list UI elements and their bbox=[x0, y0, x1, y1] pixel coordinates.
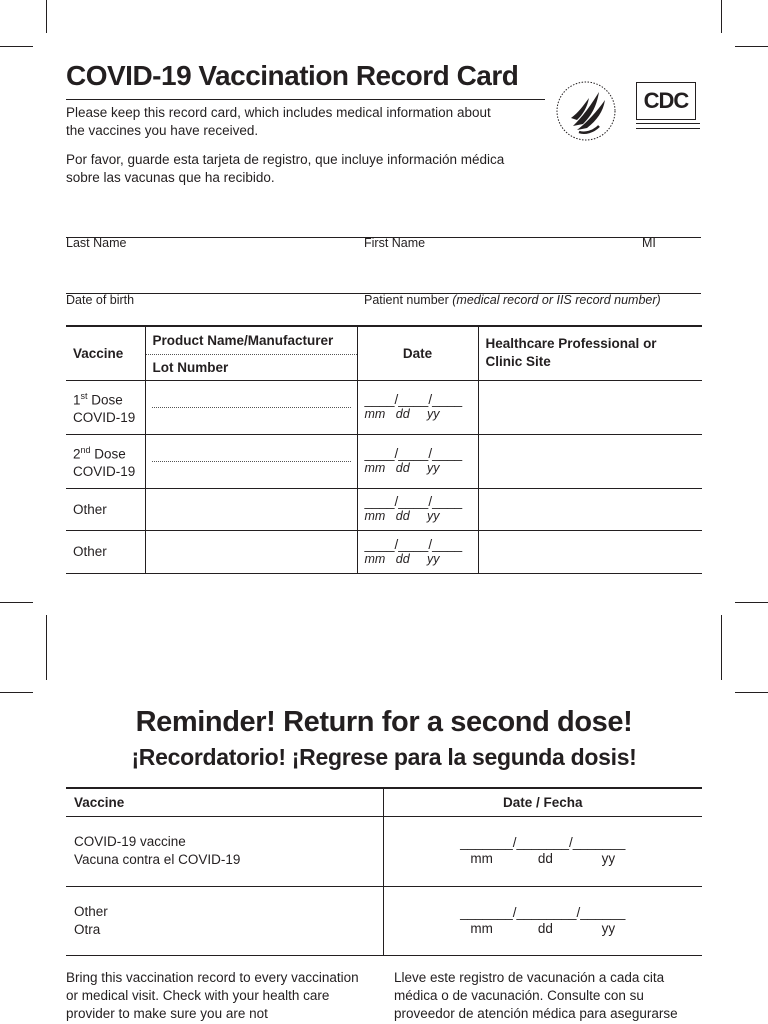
reminder-header-vaccine: Vaccine bbox=[74, 794, 125, 810]
intro-english: Please keep this record card, which includes medical information about the vaccines you have received. bbox=[66, 105, 491, 138]
table-row bbox=[66, 530, 702, 573]
footer-english: Bring this vaccination record to every vaccination or medical visit. Check with your health care provider to make sure you are not bbox=[66, 970, 359, 1021]
crop-mark bbox=[735, 46, 768, 47]
intro-spanish: Por favor, guarde esta tarjeta de registro, que incluye información médica sobre las vacunas que ha recibido. bbox=[66, 152, 505, 185]
table-row bbox=[66, 380, 702, 434]
date-field[interactable]: ____/____/____ mm dd yy bbox=[357, 380, 478, 434]
site-field[interactable] bbox=[478, 530, 702, 573]
first-name-label: First Name bbox=[364, 236, 426, 250]
header-vaccine: Vaccine bbox=[66, 326, 145, 380]
card-title: COVID-19 Vaccination Record Card bbox=[66, 60, 519, 91]
reminder-vaccine-cell: COVID-19 vaccine Vacuna contra el COVID-19 bbox=[74, 834, 241, 867]
reminder-subtitle: ¡Recordatorio! ¡Regrese para la segunda dosis! bbox=[131, 744, 637, 770]
crop-mark bbox=[721, 615, 722, 680]
last-name-label: Last Name bbox=[66, 236, 127, 250]
table-row bbox=[66, 886, 702, 955]
dose-label: Other bbox=[73, 501, 107, 517]
table-row bbox=[66, 434, 702, 488]
header-date: Date bbox=[357, 326, 478, 380]
crop-mark bbox=[46, 0, 47, 33]
site-field[interactable] bbox=[478, 380, 702, 434]
crop-mark bbox=[721, 0, 722, 33]
crop-mark bbox=[46, 615, 47, 680]
crop-mark bbox=[0, 692, 33, 693]
dose-table bbox=[66, 325, 702, 574]
dose-label: 2nd Dose COVID-19 bbox=[73, 444, 136, 480]
mi-label: MI bbox=[642, 236, 656, 250]
product-lot-cell[interactable] bbox=[145, 434, 357, 488]
product-lot-cell[interactable] bbox=[145, 530, 357, 573]
table-row bbox=[66, 488, 702, 530]
title-rule bbox=[66, 99, 545, 100]
crop-mark bbox=[735, 692, 768, 693]
site-field[interactable] bbox=[478, 488, 702, 530]
dose-label: 1st Dose COVID-19 bbox=[73, 390, 136, 426]
header-site: Healthcare Professional or Clinic Site bbox=[478, 326, 702, 380]
dob-label: Date of birth bbox=[66, 293, 135, 307]
reminder-date-field[interactable]: _______/________/______ mm dd yy bbox=[383, 886, 702, 955]
patient-number-label: Patient number (medical record or IIS record number) bbox=[364, 293, 661, 307]
crop-mark bbox=[735, 602, 768, 603]
header-lot: Lot Number bbox=[145, 354, 357, 380]
reminder-table bbox=[66, 787, 702, 956]
table-row bbox=[66, 816, 702, 886]
product-lot-cell[interactable] bbox=[145, 380, 357, 434]
reminder-date-field[interactable]: _______/_______/_______ mm dd yy bbox=[383, 816, 702, 886]
reminder-vaccine-cell: Other Otra bbox=[74, 903, 108, 937]
crop-mark bbox=[0, 46, 33, 47]
date-field[interactable]: ____/____/____ mm dd yy bbox=[357, 434, 478, 488]
reminder-title: Reminder! Return for a second dose! bbox=[135, 706, 633, 738]
date-field[interactable]: ____/____/____ mm dd yy bbox=[357, 488, 478, 530]
patient-number-note: (medical record or IIS record number) bbox=[452, 293, 661, 307]
footer-spanish: Lleve este registro de vacunación a cada cita médica o de vacunación. Consulte con su proveedor de atención médica para asegurarse bbox=[394, 970, 678, 1021]
site-field[interactable] bbox=[478, 434, 702, 488]
reminder-header-date: Date / Fecha bbox=[383, 788, 702, 816]
cdc-logo: CDC bbox=[636, 82, 702, 138]
hhs-seal-icon bbox=[553, 78, 629, 144]
date-field[interactable]: ____/____/____ mm dd yy bbox=[357, 530, 478, 573]
product-lot-cell[interactable] bbox=[145, 488, 357, 530]
crop-mark bbox=[0, 602, 33, 603]
header-product: Product Name/Manufacturer bbox=[145, 326, 357, 354]
dose-label: Other bbox=[73, 544, 107, 559]
